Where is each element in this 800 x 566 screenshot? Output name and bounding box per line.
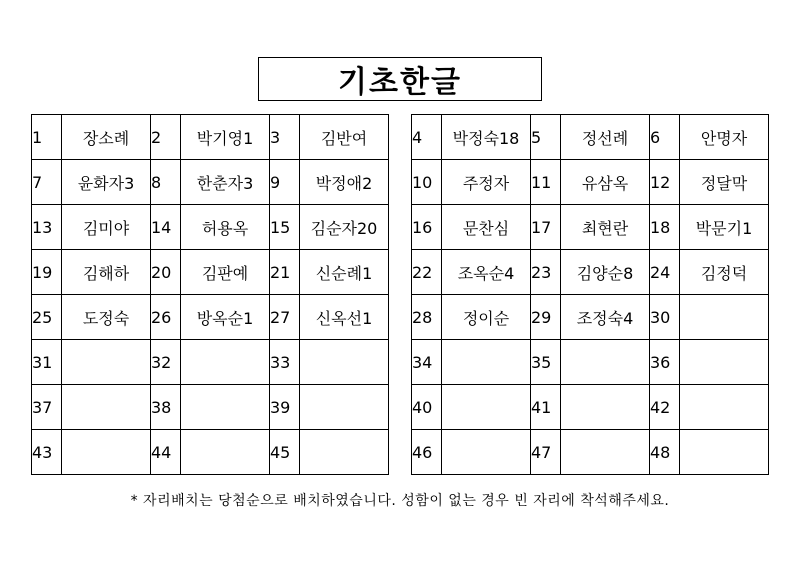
seat-name: 박정숙18 <box>442 115 531 160</box>
table-row <box>32 115 389 160</box>
seat-name: 김정덕 <box>680 250 769 295</box>
seating-note: * 자리배치는 당첨순으로 배치하였습니다. 성함이 없는 경우 빈 자리에 착석해주세요. <box>130 493 670 509</box>
seat-number: 29 <box>531 295 561 340</box>
seat-name <box>300 430 389 475</box>
seat-number: 47 <box>531 430 561 475</box>
seat-number: 48 <box>650 430 680 475</box>
seat-name: 정달막 <box>680 160 769 205</box>
table-row <box>32 160 389 205</box>
table-row <box>412 295 769 340</box>
table-row <box>32 295 389 340</box>
seat-number: 42 <box>650 385 680 430</box>
seat-name: 안명자 <box>680 115 769 160</box>
seat-name <box>680 295 769 340</box>
seat-name: 김해하 <box>62 250 151 295</box>
seat-number: 40 <box>412 385 442 430</box>
seat-name: 도정숙 <box>62 295 151 340</box>
seat-number: 25 <box>32 295 62 340</box>
seat-name <box>62 430 151 475</box>
seat-name: 박문기1 <box>680 205 769 250</box>
seat-number: 23 <box>531 250 561 295</box>
seat-name: 김양순8 <box>561 250 650 295</box>
seat-name: 문찬심 <box>442 205 531 250</box>
seat-number: 11 <box>531 160 561 205</box>
seat-name: 신옥선1 <box>300 295 389 340</box>
seat-number: 37 <box>32 385 62 430</box>
seat-number: 22 <box>412 250 442 295</box>
seat-table-left <box>31 114 389 475</box>
seat-number: 2 <box>151 115 181 160</box>
seat-name: 김반여 <box>300 115 389 160</box>
seat-number: 12 <box>650 160 680 205</box>
seat-number: 16 <box>412 205 442 250</box>
seat-number: 8 <box>151 160 181 205</box>
seat-number: 13 <box>32 205 62 250</box>
table-row <box>412 385 769 430</box>
seat-number: 6 <box>650 115 680 160</box>
seat-number: 35 <box>531 340 561 385</box>
seat-name: 주정자 <box>442 160 531 205</box>
seat-name <box>680 430 769 475</box>
seat-name: 김판예 <box>181 250 270 295</box>
seat-name: 조정숙4 <box>561 295 650 340</box>
seat-name: 허용옥 <box>181 205 270 250</box>
seat-number: 45 <box>270 430 300 475</box>
seat-number: 10 <box>412 160 442 205</box>
table-row <box>32 430 389 475</box>
seat-table-right <box>411 114 769 475</box>
seat-number: 1 <box>32 115 62 160</box>
seat-number: 39 <box>270 385 300 430</box>
seat-number: 24 <box>650 250 680 295</box>
seat-name <box>442 385 531 430</box>
seat-number: 26 <box>151 295 181 340</box>
seat-number: 27 <box>270 295 300 340</box>
seat-name <box>561 430 650 475</box>
table-row <box>412 430 769 475</box>
seat-number: 38 <box>151 385 181 430</box>
seat-number: 36 <box>650 340 680 385</box>
seat-name: 정선례 <box>561 115 650 160</box>
seat-number: 9 <box>270 160 300 205</box>
page-title: 기초한글 <box>258 57 542 101</box>
seat-number: 7 <box>32 160 62 205</box>
seat-name: 윤화자3 <box>62 160 151 205</box>
seat-name: 한춘자3 <box>181 160 270 205</box>
table-row <box>32 385 389 430</box>
seat-name <box>181 340 270 385</box>
seat-name <box>181 385 270 430</box>
seat-number: 21 <box>270 250 300 295</box>
seat-number: 4 <box>412 115 442 160</box>
seat-number: 28 <box>412 295 442 340</box>
seat-name: 김순자20 <box>300 205 389 250</box>
seat-name <box>442 430 531 475</box>
seat-number: 5 <box>531 115 561 160</box>
seat-name: 신순례1 <box>300 250 389 295</box>
seat-name: 조옥순4 <box>442 250 531 295</box>
seat-number: 41 <box>531 385 561 430</box>
seat-name: 박정애2 <box>300 160 389 205</box>
seat-name: 장소례 <box>62 115 151 160</box>
seat-name: 최현란 <box>561 205 650 250</box>
seat-number: 30 <box>650 295 680 340</box>
seat-number: 46 <box>412 430 442 475</box>
seat-number: 34 <box>412 340 442 385</box>
seat-number: 20 <box>151 250 181 295</box>
seat-name <box>181 430 270 475</box>
table-row <box>32 205 389 250</box>
seat-name <box>561 340 650 385</box>
seat-name <box>680 385 769 430</box>
table-row <box>412 340 769 385</box>
seat-name: 김미야 <box>62 205 151 250</box>
table-row <box>412 205 769 250</box>
seat-name: 정이순 <box>442 295 531 340</box>
seat-number: 3 <box>270 115 300 160</box>
table-row <box>412 160 769 205</box>
seat-number: 14 <box>151 205 181 250</box>
seat-number: 32 <box>151 340 181 385</box>
seat-name <box>62 340 151 385</box>
seat-number: 44 <box>151 430 181 475</box>
table-row <box>32 340 389 385</box>
seat-number: 19 <box>32 250 62 295</box>
seat-number: 18 <box>650 205 680 250</box>
seat-name <box>62 385 151 430</box>
seat-name <box>300 385 389 430</box>
seat-name: 유삼옥 <box>561 160 650 205</box>
seat-number: 43 <box>32 430 62 475</box>
seat-number: 33 <box>270 340 300 385</box>
seat-name <box>442 340 531 385</box>
table-row <box>412 250 769 295</box>
seat-number: 17 <box>531 205 561 250</box>
seat-name: 박기영1 <box>181 115 270 160</box>
seat-number: 31 <box>32 340 62 385</box>
table-row <box>412 115 769 160</box>
seat-name <box>680 340 769 385</box>
table-row <box>32 250 389 295</box>
seat-number: 15 <box>270 205 300 250</box>
seat-name <box>561 385 650 430</box>
seat-name <box>300 340 389 385</box>
seat-name: 방옥순1 <box>181 295 270 340</box>
